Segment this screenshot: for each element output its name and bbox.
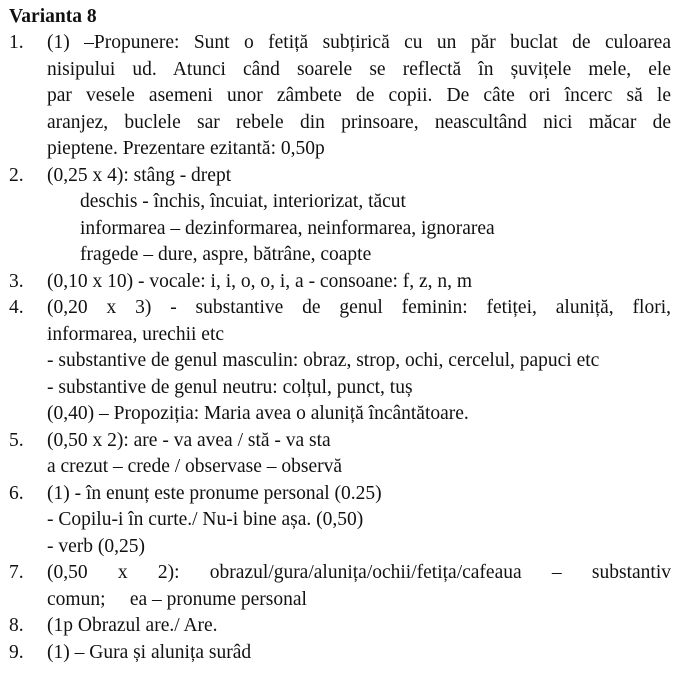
item-line: informarea – dezinformarea, neinformarea, ignorarea	[80, 217, 495, 239]
item-line: (0,25 x 4): stâng - drept	[47, 164, 232, 186]
answer-item-5	[9, 428, 671, 481]
item-line: (1) –Propunere: Sunt o fetiță subțirică cu un păr buclat de culoarea	[47, 32, 671, 53]
item-line: aranjez, buclele sar rebele din prinsoare, neascultând nici măcar de	[47, 111, 671, 133]
item-number: 3.	[9, 270, 24, 292]
item-line: (0,50 x 2): are - va avea / stă - va sta	[47, 429, 331, 451]
item-number: 5.	[9, 429, 24, 451]
item-line: - substantive de genul neutru: colțul, punct, tuș	[47, 376, 413, 398]
answer-item-7	[9, 560, 671, 613]
item-number: 2.	[9, 164, 24, 186]
answer-item-4	[9, 295, 671, 428]
item-line: comun; ea – pronume personal	[47, 588, 307, 610]
item-number: 8.	[9, 615, 24, 636]
document-page	[9, 4, 671, 666]
item-line: (0,20 x 3) - substantive de genul feminin: fetiței, aluniță, flori,	[47, 297, 671, 318]
answer-item-1	[9, 30, 671, 163]
item-line: (1p Obrazul are./ Are.	[47, 615, 218, 636]
item-line: (0,10 x 10) - vocale: i, i, o, o, i, a - consoane: f, z, n, m	[47, 270, 473, 292]
item-line: nisipului ud. Atunci când soarele se reflectă în șuvițele mele, ele	[47, 58, 671, 80]
item-line: (0,50 x 2): obrazul/gura/alunița/ochii/fetița/cafeaua – substantiv	[47, 562, 671, 583]
item-line: par vesele asemeni unor zâmbete de copii. De câte ori încerc să le	[47, 85, 671, 106]
item-line: informarea, urechii etc	[47, 323, 225, 345]
item-number: 7.	[9, 562, 24, 583]
item-number: 6.	[9, 482, 24, 504]
item-line: pieptene. Prezentare ezitantă: 0,50p	[47, 138, 325, 159]
item-line: - verb (0,25)	[47, 535, 146, 557]
item-line: - Copilu-i în curte./ Nu-i bine așa. (0,50)	[47, 509, 364, 530]
answer-item-3	[9, 269, 671, 296]
answer-item-2	[9, 163, 671, 269]
item-line: deschis - închis, încuiat, interiorizat, tăcut	[80, 191, 406, 212]
answer-item-6	[9, 481, 671, 561]
item-line: (1) – Gura și alunița surâd	[47, 641, 252, 663]
item-line: (0,40) – Propoziția: Maria avea o aluniță încântătoare.	[47, 403, 469, 424]
answer-item-9	[9, 640, 671, 667]
item-number: 9.	[9, 641, 24, 663]
item-number: 1.	[9, 32, 24, 53]
item-line: (1) - în enunț este pronume personal (0.25)	[47, 482, 382, 504]
item-line: fragede – dure, aspre, bătrâne, coapte	[80, 244, 372, 265]
item-number: 4.	[9, 297, 24, 318]
answer-item-8	[9, 613, 671, 640]
variant-title: Varianta 8	[9, 6, 97, 27]
item-line: a crezut – crede / observase – observă	[47, 456, 343, 477]
item-line: - substantive de genul masculin: obraz, strop, ochi, cercelul, papuci etc	[47, 350, 600, 371]
